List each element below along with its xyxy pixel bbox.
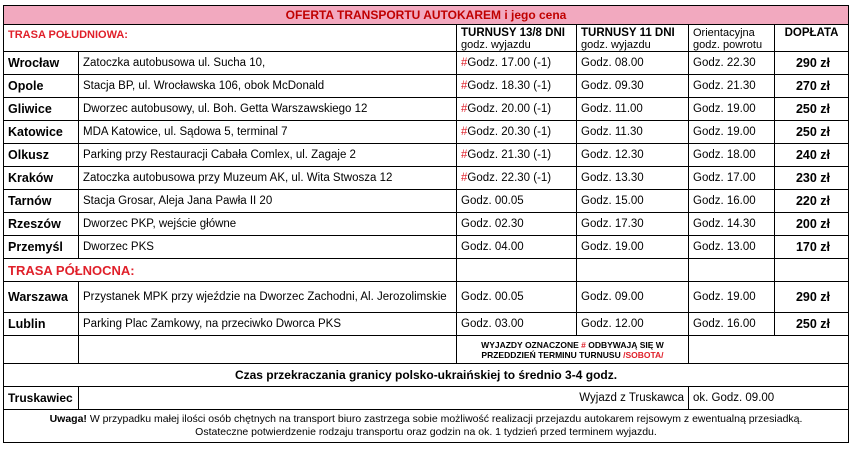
departure-13-day: Godz. 00.05 (457, 190, 577, 213)
return-time: Godz. 21.30 (689, 75, 775, 98)
return-time: Godz. 16.00 (689, 190, 775, 213)
price: 220 zł (775, 190, 849, 213)
north-rows (4, 282, 849, 336)
price: 250 zł (775, 313, 849, 336)
departure-place: Stacja Grosar, Aleja Jana Pawła II 20 (79, 190, 457, 213)
return-time: Godz. 19.00 (689, 98, 775, 121)
departure-place: Dworzec PKS (79, 236, 457, 259)
departure-place: Parking przy Restauracji Cabała Comlex, ul. Zagaje 2 (79, 144, 457, 167)
price: 240 zł (775, 144, 849, 167)
border-time-row (4, 364, 849, 387)
truskawiec-city: Truskawiec (4, 387, 79, 410)
departure-place: Zatoczka autobusowa ul. Sucha 10, (79, 52, 457, 75)
table-row (4, 236, 849, 259)
table-row (4, 98, 849, 121)
table-row (4, 75, 849, 98)
city-name: Rzeszów (4, 213, 79, 236)
departure-11-day: Godz. 12.00 (577, 313, 689, 336)
note-row (4, 336, 849, 364)
uwaga-row (4, 410, 849, 443)
truskawiec-row (4, 387, 849, 410)
departure-place: Stacja BP, ul. Wrocławska 106, obok McDonald (79, 75, 457, 98)
hash-marker: # (461, 149, 468, 161)
departure-13-day: #Godz. 21.30 (-1) (457, 144, 577, 167)
border-time-text: Czas przekraczania granicy polsko-ukraińskiej to średnio 3-4 godz. (4, 364, 849, 387)
departure-11-day: Godz. 11.00 (577, 98, 689, 121)
price: 230 zł (775, 167, 849, 190)
south-route-label: TRASA POŁUDNIOWA: (4, 25, 457, 52)
price: 250 zł (775, 98, 849, 121)
departure-11-day: Godz. 13.30 (577, 167, 689, 190)
price: 170 zł (775, 236, 849, 259)
south-rows (4, 52, 849, 259)
price: 270 zł (775, 75, 849, 98)
departure-13-day: Godz. 02.30 (457, 213, 577, 236)
departure-13-day: Godz. 00.05 (457, 282, 577, 313)
price: 250 zł (775, 121, 849, 144)
table-row (4, 144, 849, 167)
hash-marker: # (461, 57, 468, 69)
title-row (4, 6, 849, 25)
truskawiec-label: Wyjazd z Truskawca (79, 387, 689, 410)
saturday-note: WYJAZDY OZNACZONE # ODBYWAJĄ SIĘ W PRZEDDZIEŃ TERMINU TURNUSU /SOBOTA/ (457, 336, 689, 364)
return-time: Godz. 19.00 (689, 121, 775, 144)
north-route-label: TRASA PÓŁNOCNA: (4, 259, 457, 282)
transport-offer (3, 5, 849, 443)
departure-11-day: Godz. 15.00 (577, 190, 689, 213)
departure-place: Parking Plac Zamkowy, na przeciwko Dworca PKS (79, 313, 457, 336)
header-11-day: TURNUSY 11 DNI godz. wyjazdu (577, 25, 689, 52)
city-name: Katowice (4, 121, 79, 144)
city-name: Kraków (4, 167, 79, 190)
table-row (4, 52, 849, 75)
departure-13-day: #Godz. 20.30 (-1) (457, 121, 577, 144)
departure-11-day: Godz. 09.30 (577, 75, 689, 98)
uwaga-text: Uwaga! W przypadku małej ilości osób chętnych na transport biuro zastrzega sobie możliwość realizacji przejazdu autokarem rejsowym z ewentualną przesiadką. Ostateczne potwierdzenie rodzaju transportu oraz godzin na ok. 1 tydzień przed terminem wyjazdu. (4, 410, 849, 443)
city-name: Gliwice (4, 98, 79, 121)
truskawiec-time: ok. Godz. 09.00 (689, 387, 849, 410)
departure-13-day: Godz. 04.00 (457, 236, 577, 259)
departure-13-day: #Godz. 20.00 (-1) (457, 98, 577, 121)
table-row (4, 167, 849, 190)
table-row (4, 213, 849, 236)
departure-place: Przystanek MPK przy wjeździe na Dworzec Zachodni, Al. Jerozolimskie (79, 282, 457, 313)
departure-11-day: Godz. 11.30 (577, 121, 689, 144)
departure-place: Dworzec autobusowy, ul. Boh. Getta Warszawskiego 12 (79, 98, 457, 121)
departure-11-day: Godz. 12.30 (577, 144, 689, 167)
city-name: Wrocław (4, 52, 79, 75)
return-time: Godz. 18.00 (689, 144, 775, 167)
return-time: Godz. 16.00 (689, 313, 775, 336)
return-time: Godz. 19.00 (689, 282, 775, 313)
departure-11-day: Godz. 09.00 (577, 282, 689, 313)
price: 290 zł (775, 282, 849, 313)
table-title: OFERTA TRANSPORTU AUTOKAREM i jego cena (4, 6, 849, 25)
return-time: Godz. 17.00 (689, 167, 775, 190)
departure-11-day: Godz. 17.30 (577, 213, 689, 236)
header-price: DOPŁATA (775, 25, 849, 52)
hash-marker: # (461, 103, 468, 115)
departure-place: Zatoczka autobusowa przy Muzeum AK, ul. Wita Stwosza 12 (79, 167, 457, 190)
header-row (4, 25, 849, 52)
price: 290 zł (775, 52, 849, 75)
departure-place: Dworzec PKP, wejście główne (79, 213, 457, 236)
hash-marker: # (461, 172, 468, 184)
departure-11-day: Godz. 19.00 (577, 236, 689, 259)
city-name: Lublin (4, 313, 79, 336)
hash-marker: # (461, 80, 468, 92)
header-13-day: TURNUSY 13/8 DNI godz. wyjazdu (457, 25, 577, 52)
table-row (4, 313, 849, 336)
city-name: Przemyśl (4, 236, 79, 259)
departure-13-day: #Godz. 22.30 (-1) (457, 167, 577, 190)
return-time: Godz. 13.00 (689, 236, 775, 259)
header-return: Orientacyjna godz. powrotu (689, 25, 775, 52)
price: 200 zł (775, 213, 849, 236)
return-time: Godz. 14.30 (689, 213, 775, 236)
departure-13-day: Godz. 03.00 (457, 313, 577, 336)
transport-table (3, 5, 849, 443)
table-row (4, 121, 849, 144)
city-name: Tarnów (4, 190, 79, 213)
table-row (4, 282, 849, 313)
departure-11-day: Godz. 08.00 (577, 52, 689, 75)
departure-13-day: #Godz. 18.30 (-1) (457, 75, 577, 98)
hash-marker: # (461, 126, 468, 138)
return-time: Godz. 22.30 (689, 52, 775, 75)
city-name: Warszawa (4, 282, 79, 313)
city-name: Olkusz (4, 144, 79, 167)
city-name: Opole (4, 75, 79, 98)
departure-place: MDA Katowice, ul. Sądowa 5, terminal 7 (79, 121, 457, 144)
table-row (4, 190, 849, 213)
departure-13-day: #Godz. 17.00 (-1) (457, 52, 577, 75)
north-section-row (4, 259, 849, 282)
